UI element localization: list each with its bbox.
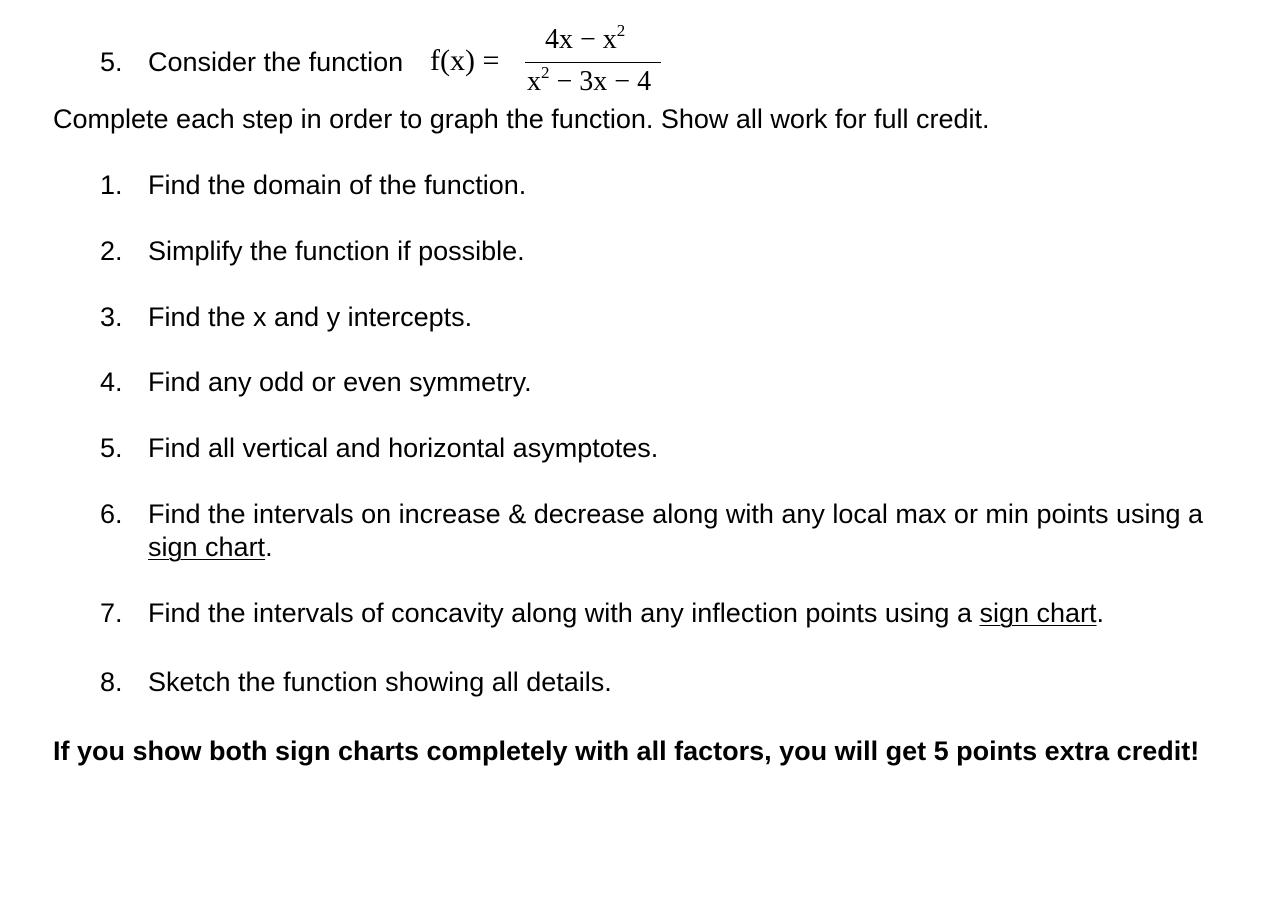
problem-text: Consider the function: [148, 47, 404, 77]
fraction-numerator: $4x - x^2$: [545, 21, 626, 55]
step-number: 5.: [100, 433, 123, 463]
fraction-denominator: $x^2 - 3x - 4$: [527, 63, 652, 97]
extra-credit-note: If you show both sign charts completely with all factors, you will get 5 points extra credit!: [53, 736, 1200, 766]
problem-number: 5.: [100, 47, 123, 77]
step-text: Find all vertical and horizontal asymptotes.: [148, 433, 659, 463]
sign-chart-term: sign chart: [979, 598, 1097, 628]
step-number: 3.: [100, 302, 123, 332]
step-text: Find the x and y intercepts.: [148, 302, 473, 332]
step-text: Find the domain of the function.: [148, 170, 527, 200]
step-text: Simplify the function if possible.: [148, 236, 525, 266]
step-number: 1.: [100, 170, 123, 200]
step-number: 8.: [100, 667, 123, 697]
problem-statement: [100, 20, 800, 102]
sign-chart-term: sign chart: [148, 532, 266, 562]
step-text: Find the intervals on increase & decrease along with any local max or min points using a sign chart.: [148, 499, 1204, 562]
step-number: 4.: [100, 367, 123, 397]
step-text: Find the intervals of concavity along with any inflection points using a sign chart.: [148, 598, 1105, 628]
function-lhs: f(x) =: [430, 44, 500, 77]
step-number: 6.: [100, 499, 123, 529]
step-number: 2.: [100, 236, 123, 266]
step-text: Sketch the function showing all details.: [148, 667, 612, 697]
step-text: Find any odd or even symmetry.: [148, 367, 532, 397]
instructions: Complete each step in order to graph the function. Show all work for full credit.: [53, 104, 990, 134]
function-fraction: [525, 20, 663, 102]
step-number: 7.: [100, 598, 123, 628]
